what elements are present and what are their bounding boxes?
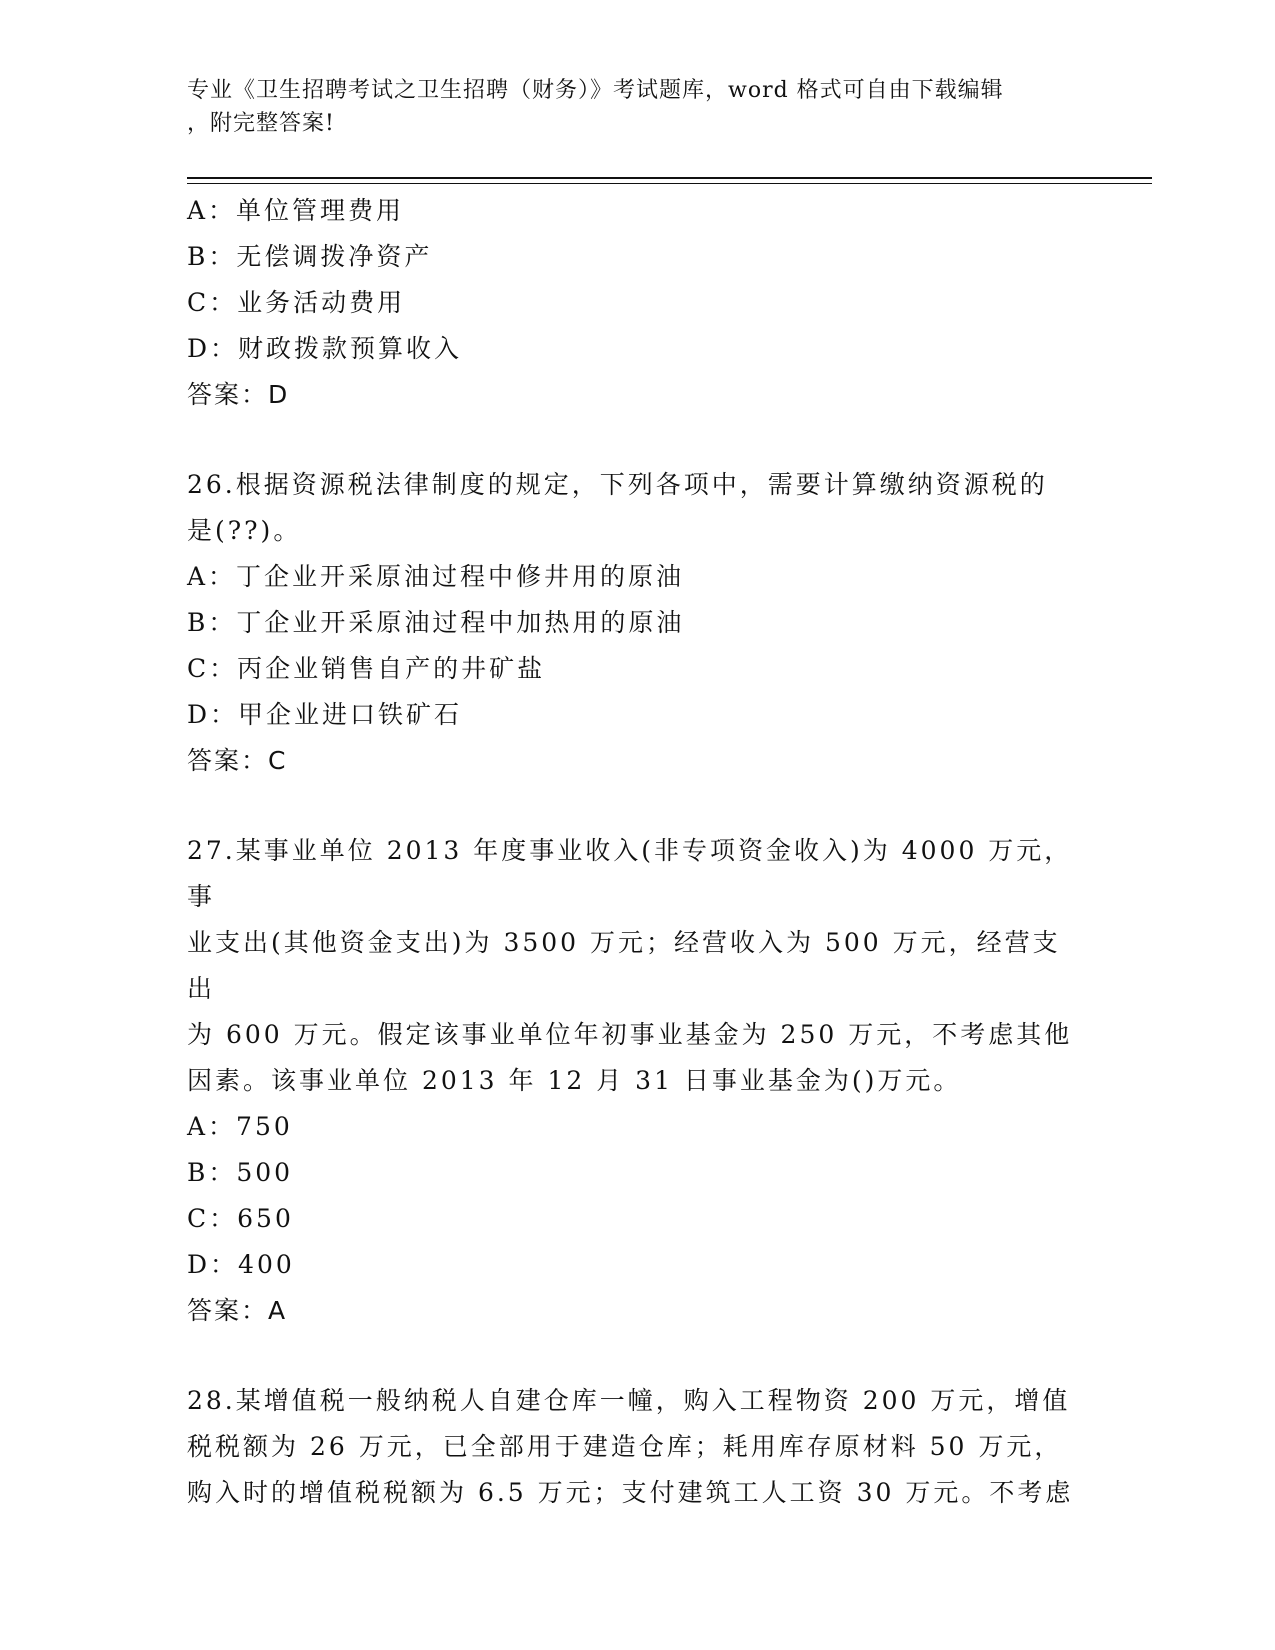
- question-text-line: 业支出(其他资金支出)为 3500 万元；经营收入为 500 万元，经营支出: [187, 928, 1061, 1003]
- question-text-line: 是(??)。: [187, 516, 302, 545]
- option-d: D：财政拨款预算收入: [187, 334, 463, 363]
- header-line-2: ，附完整答案!: [187, 111, 335, 136]
- option-b: B：无偿调拨净资产: [187, 242, 433, 271]
- header-divider-thick: [187, 177, 1152, 179]
- option-c: C：650: [187, 1204, 294, 1233]
- option-c: C：丙企业销售自产的井矿盐: [187, 654, 546, 683]
- question-list: [187, 188, 1087, 1516]
- header-line-1: 专业《卫生招聘考试之卫生招聘（财务）》考试题库，word 格式可自由下载编辑: [187, 78, 1004, 103]
- header-divider-thin: [187, 183, 1152, 184]
- question-text-line: 购入时的增值税税额为 6.5 万元；支付建筑工人工资 30 万元。不考虑: [187, 1478, 1074, 1507]
- answer-line: 答案：C: [187, 746, 288, 775]
- option-d: D：400: [187, 1250, 295, 1279]
- question-text-line: 税税额为 26 万元，已全部用于建造仓库；耗用库存原材料 50 万元，: [187, 1432, 1063, 1461]
- option-a: A：丁企业开采原油过程中修井用的原油: [187, 562, 685, 591]
- question-28: [187, 1378, 1087, 1516]
- option-c: C：业务活动费用: [187, 288, 406, 317]
- option-b: B：丁企业开采原油过程中加热用的原油: [187, 608, 685, 637]
- question-27: [187, 828, 1087, 1334]
- option-d: D：甲企业进口铁矿石: [187, 700, 463, 729]
- document-header: [187, 74, 1067, 140]
- question-text-line: 因素。该事业单位 2013 年 12 月 31 日事业基金为()万元。: [187, 1066, 962, 1095]
- option-a: A：单位管理费用: [187, 196, 405, 225]
- question-text-line: 26.根据资源税法律制度的规定，下列各项中，需要计算缴纳资源税的: [187, 470, 1048, 499]
- question-25-continued: [187, 188, 1087, 418]
- option-a: A：750: [187, 1112, 293, 1141]
- question-text-line: 27.某事业单位 2013 年度事业收入(非专项资金收入)为 4000 万元，事: [187, 836, 1073, 911]
- answer-line: 答案：D: [187, 380, 290, 409]
- answer-line: 答案：A: [187, 1296, 288, 1325]
- question-text-line: 为 600 万元。假定该事业单位年初事业基金为 250 万元，不考虑其他: [187, 1020, 1073, 1049]
- question-26: [187, 462, 1087, 784]
- option-b: B：500: [187, 1158, 294, 1187]
- question-text-line: 28.某增值税一般纳税人自建仓库一幢，购入工程物资 200 万元，增值: [187, 1386, 1071, 1415]
